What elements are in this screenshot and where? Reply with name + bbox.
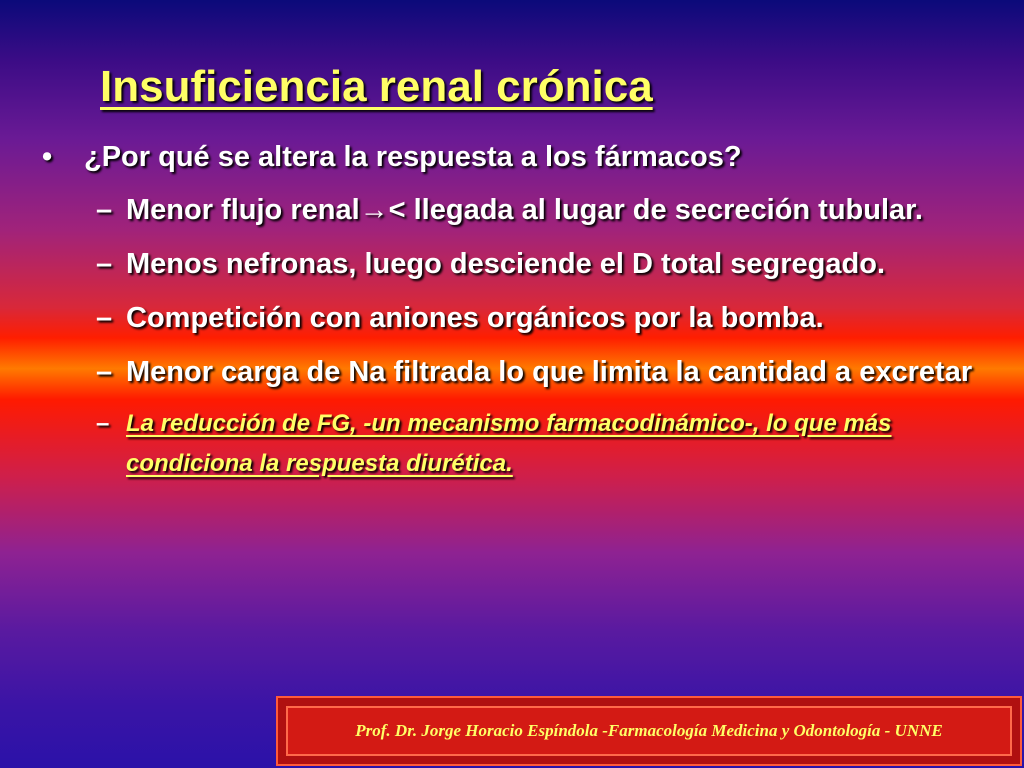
sub-point-text: Menor carga de Na filtrada lo que limita la cantidad a excretar — [126, 356, 973, 388]
question-text: ¿Por qué se altera la respuesta a los fármacos? — [84, 141, 742, 173]
bullet-question — [40, 138, 1000, 176]
slide-title: Insuficiencia renal crónica — [100, 62, 653, 111]
sub-point — [40, 186, 1000, 234]
dash-marker: – — [96, 194, 113, 226]
sub-point — [40, 348, 1000, 396]
sub-point — [40, 240, 1000, 288]
sub-point — [40, 294, 1000, 342]
footer-credit: Prof. Dr. Jorge Horacio Espíndola -Farmacología Medicina y Odontología - UNNE — [355, 721, 943, 740]
dash-marker: – — [96, 356, 113, 388]
dash-marker: – — [96, 410, 110, 437]
sub-point-text: Menor flujo renal→< llegada al lugar de secreción tubular. — [126, 194, 923, 226]
sub-point-text: Competición con aniones orgánicos por la bomba. — [126, 302, 824, 334]
sub-point-text: Menos nefronas, luego desciende el D total segregado. — [126, 248, 885, 280]
sub-point-emphasis — [40, 404, 1000, 484]
footer-box — [276, 696, 1022, 766]
slide-content — [40, 138, 1000, 490]
footer-inner-box — [286, 706, 1012, 756]
bullet-marker: • — [42, 141, 53, 173]
dash-marker: – — [96, 248, 113, 280]
dash-marker: – — [96, 302, 113, 334]
emphasis-text: La reducción de FG, -un mecanismo farmacodinámico-, lo que más condiciona la respuesta diurética. — [126, 410, 892, 477]
